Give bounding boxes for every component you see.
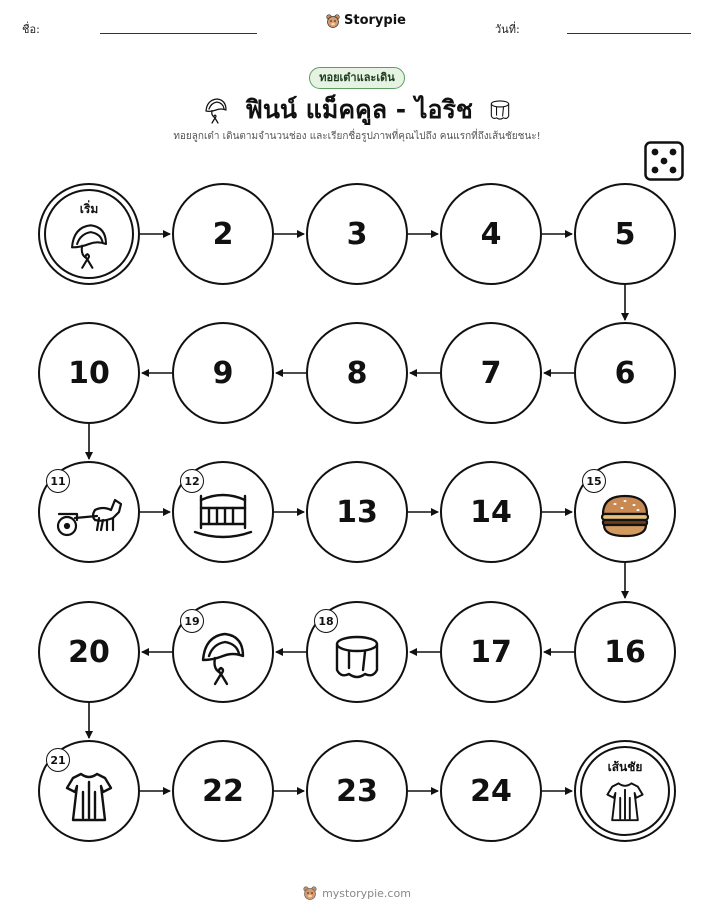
cell-number-17: 17 [470,634,512,670]
board-cell-22[interactable] [173,741,273,841]
footer [0,886,714,900]
cell-number-24: 24 [470,773,512,809]
cell-badge-15: 15 [582,469,606,493]
cell-number-20: 20 [68,634,110,670]
cell-number-6: 6 [614,355,636,391]
board-cell-5[interactable] [575,184,675,284]
page-title: ฟินน์ แม็คคูล - ไอริช [245,95,473,124]
game-type-tag: ทอยเต๋าและเดิน [309,67,405,89]
cell-number-9: 9 [212,355,234,391]
name-label: ชื่อ: [22,23,40,36]
cell-number-3: 3 [346,216,368,252]
board-cell-10[interactable] [39,323,139,423]
board-cell-6[interactable] [575,323,675,423]
footer-url[interactable]: mystorypie.com [322,886,411,900]
bread-loaf-icon [602,496,648,536]
cell-number-14: 14 [470,494,512,530]
cell-number-8: 8 [346,355,368,391]
board-cell-20[interactable] [39,602,139,702]
board-cell-23[interactable] [307,741,407,841]
board-cell-2[interactable] [173,184,273,284]
instructions: ทอยลูกเต๋า เดินตามจำนวนช่อง และเรียกชื่อรูปภาพที่คุณไปถึง คนแรกที่ถึงเส้นชัยชนะ! [173,131,541,142]
cell-badge-11: 11 [46,469,70,493]
start-label: เริ่ม [79,202,99,216]
cell-number-16: 16 [604,634,646,670]
cell-number-23: 23 [336,773,378,809]
date-label: วันที่: [495,23,520,36]
board-cell-24[interactable] [441,741,541,841]
cell-number-7: 7 [480,355,502,391]
brand-name: Storypie [344,13,406,28]
board-cell-3[interactable] [307,184,407,284]
board-cell-14[interactable] [441,462,541,562]
board-cell-8[interactable] [307,323,407,423]
board-cell-7[interactable] [441,323,541,423]
board-cell-9[interactable] [173,323,273,423]
cell-number-13: 13 [336,494,378,530]
bear-icon [303,886,317,900]
cell-number-4: 4 [480,216,502,252]
cell-badge-12: 12 [180,469,204,493]
cell-badge-21: 21 [46,748,70,772]
cell-badge-19: 19 [180,609,204,633]
cell-number-5: 5 [614,216,636,252]
board-cell-16[interactable] [575,602,675,702]
cell-number-10: 10 [68,355,110,391]
cell-number-22: 22 [202,773,244,809]
board-cell-13[interactable] [307,462,407,562]
board-cell-17[interactable] [441,602,541,702]
cell-number-2: 2 [212,216,234,252]
board-cell-4[interactable] [441,184,541,284]
cell-badge-18: 18 [314,609,338,633]
finish-label: เส้นชัย [607,760,643,774]
